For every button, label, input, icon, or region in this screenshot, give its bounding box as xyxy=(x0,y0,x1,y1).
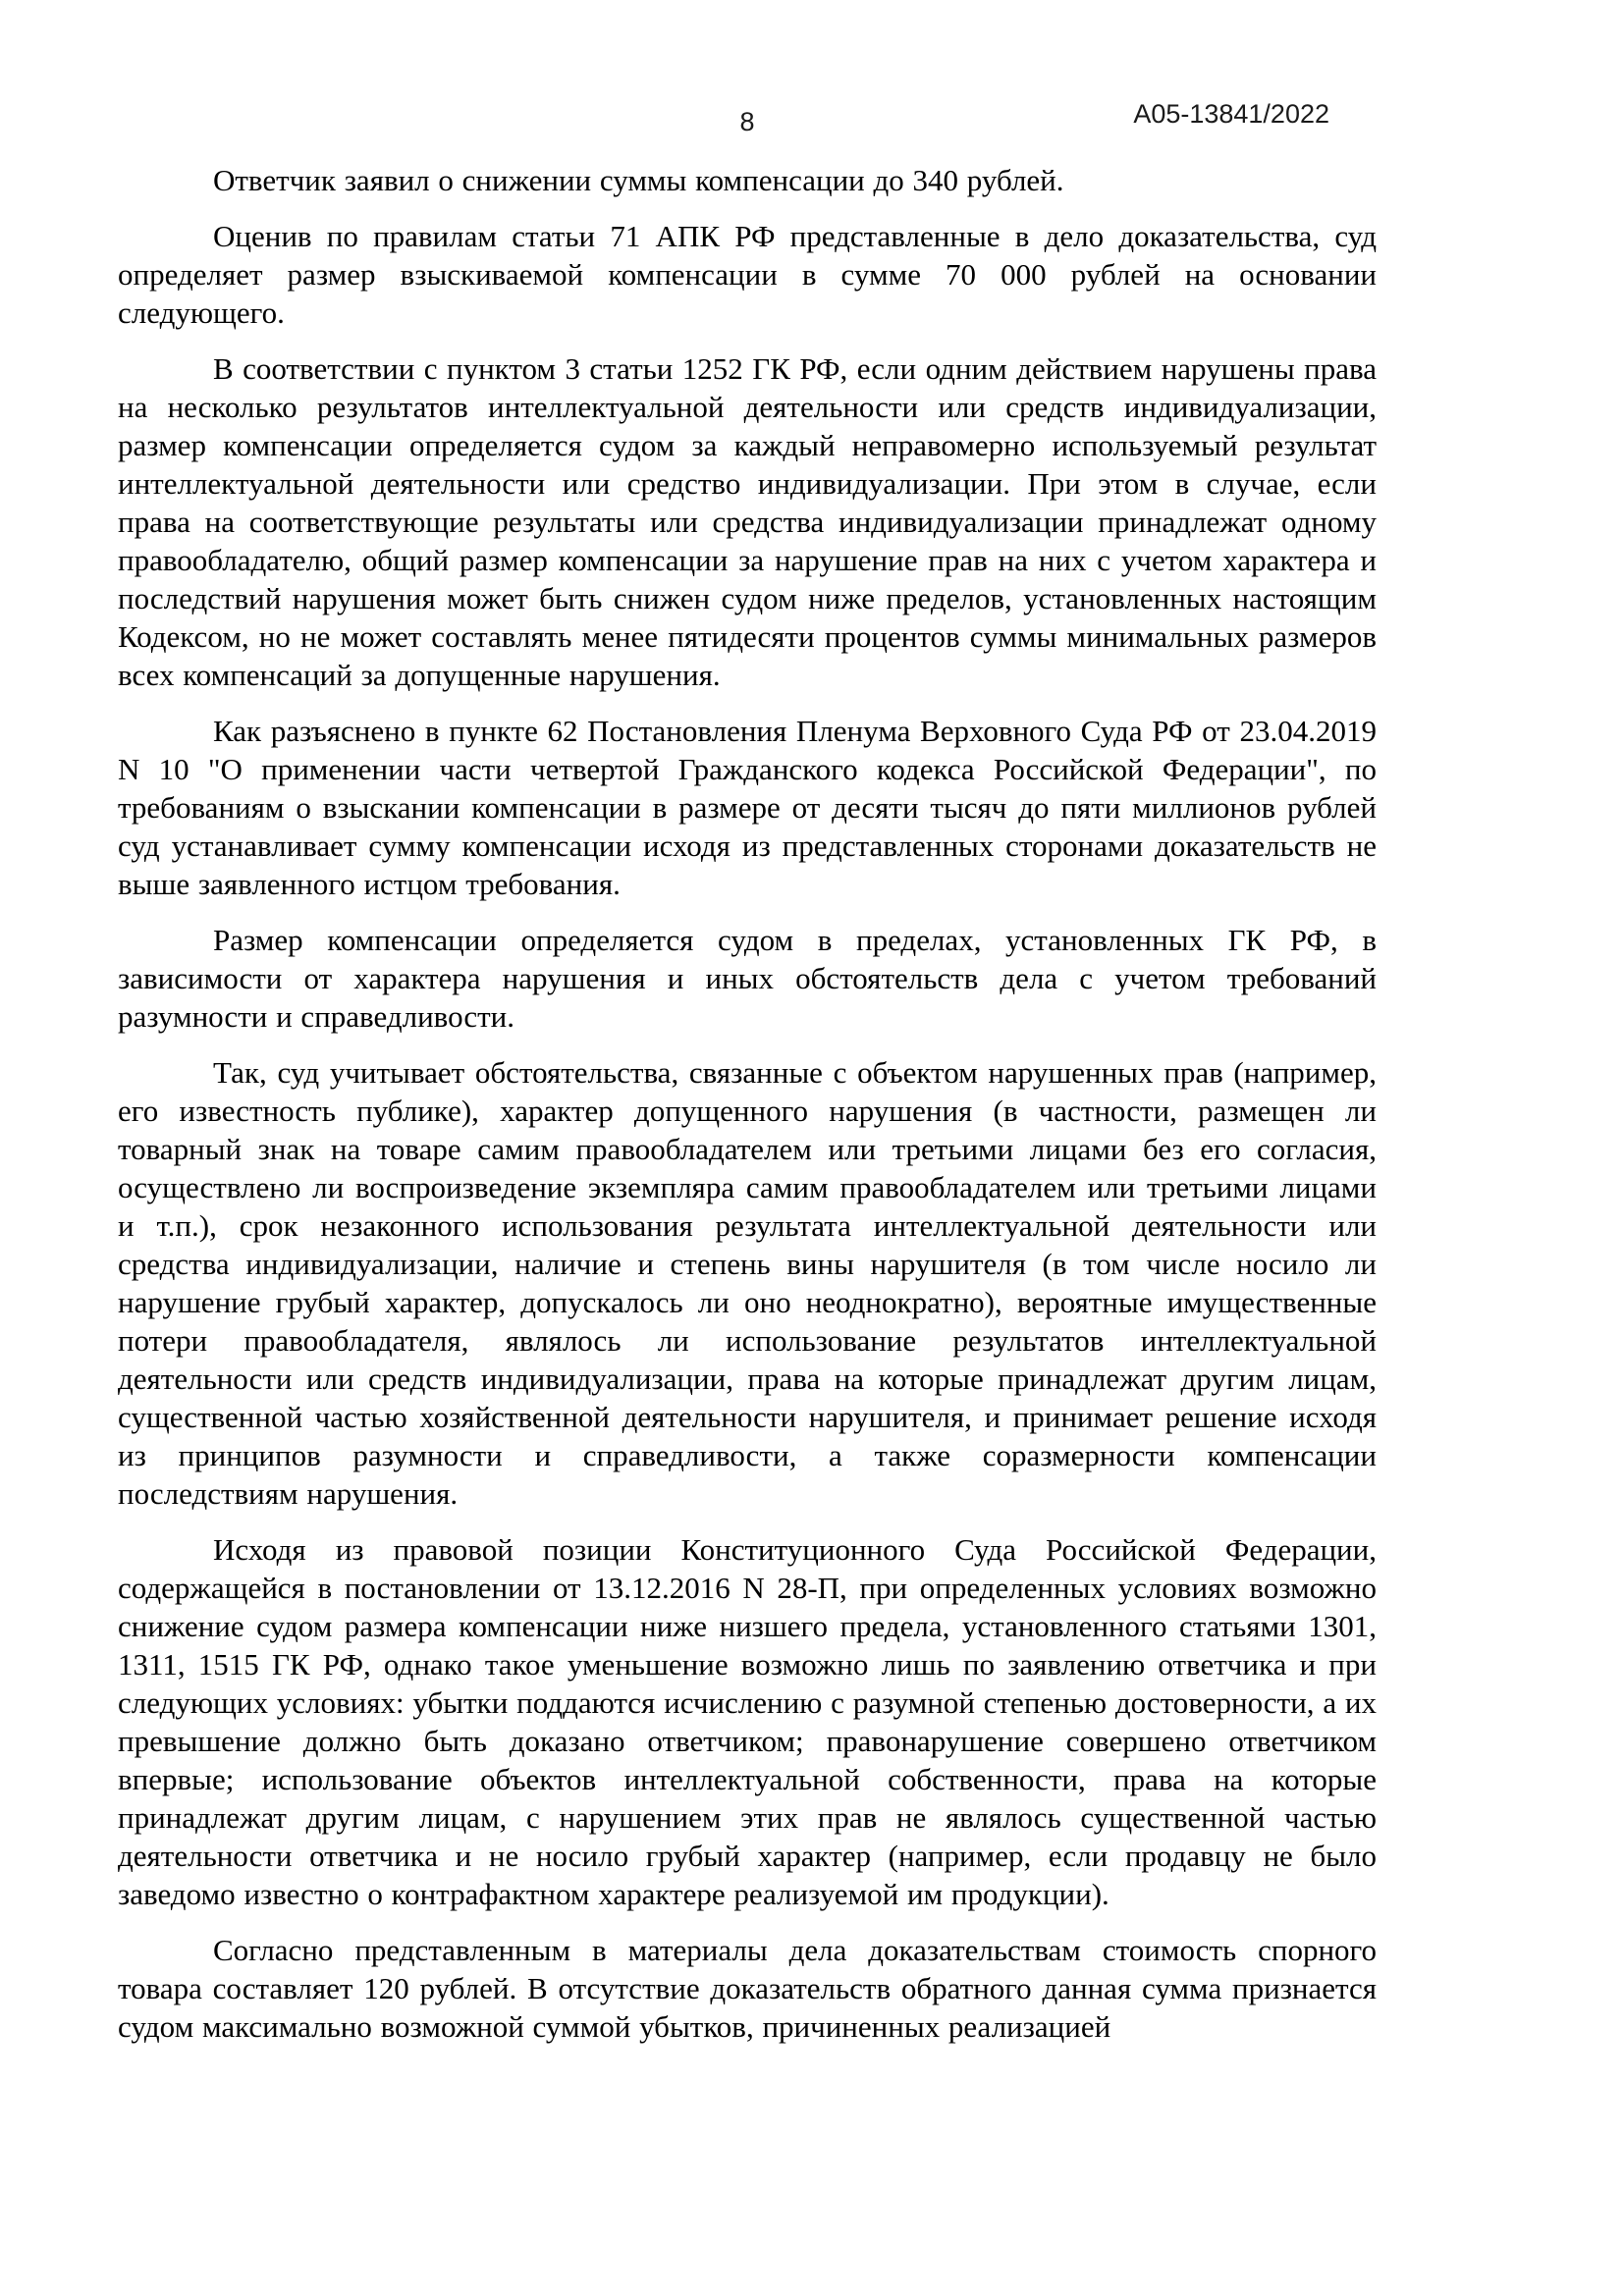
paragraph-defendant-claim: Ответчик заявил о снижении суммы компенсации до 340 рублей. xyxy=(213,163,1064,197)
paragraph-plenum-62: Как разъяснено в пункте 62 Постановления Пленума Верховного Суда РФ от 23.04.2019 N 10 "О применении части четвертой Гражданского кодекса Российской Федерации", по требованиям о взыскании компенсации в размере от десяти тысяч до пяти миллионов рублей суд устанавливает сумму компенсации исходя из представленных сторонами доказательств не выше заявленного истцом требования. xyxy=(118,714,1377,901)
paragraph-court-considerations: Так, суд учитывает обстоятельства, связанные с объектом нарушенных прав (например, его известность публике), характер допущенного нарушения (в частности, размещен ли товарный знак на товаре самим правообладателем или третьими лицами без его согласия, осуществлено ли воспроизведение экземпляра самим правообладателем или третьими лицами и т.п.), срок незаконного использования результата интеллектуальной деятельности или средства индивидуализации, наличие и степень вины нарушителя (в том числе носило ли нарушение грубый характер, допускалось ли оно неоднократно), вероятные имущественные потери правообладателя, являлось ли использование результатов интеллектуальной деятельности или средств индивидуализации, права на которые принадлежат другим лицам, существенной частью хозяйственной деятельности нарушителя, и принимает решение исходя из принципов разумности и справедливости, а также соразмерности компенсации последствиям нарушения. xyxy=(118,1055,1377,1511)
page-header xyxy=(118,0,1377,137)
paragraph-gk-1252: В соответствии с пунктом 3 статьи 1252 ГК РФ, если одним действием нарушены права на несколько результатов интеллектуальной деятельности или средств индивидуализации, размер компенсации определяется судом за каждый неправомерно используемый результат интеллектуальной деятельности или средство индивидуализации. При этом в случае, если права на соответствующие результаты или средства индивидуализации принадлежат одному правообладателю, общий размер компенсации за нарушение прав на них с учетом характера и последствий нарушения может быть снижен судом ниже пределов, установленных настоящим Кодексом, но не может составлять менее пятидесяти процентов суммы минимальных размеров всех компенсаций за допущенные нарушения. xyxy=(118,351,1377,692)
document-body xyxy=(118,161,1377,2046)
paragraph-compensation-limits: Размер компенсации определяется судом в пределах, установленных ГК РФ, в зависимости от характера нарушения и иных обстоятельств дела с учетом требований разумности и справедливости. xyxy=(118,923,1377,1034)
paragraph-court-assessment: Оценив по правилам статьи 71 АПК РФ представленные в дело доказательства, суд определяет размер взыскиваемой компенсации в сумме 70 000 рублей на основании следующего. xyxy=(118,219,1377,330)
page-content xyxy=(118,0,1377,2046)
paragraph-constitutional-court: Исходя из правовой позиции Конституционного Суда Российской Федерации, содержащейся в постановлении от 13.12.2016 N 28-П, при определенных условиях возможно снижение судом размера компенсации ниже низшего предела, установленного статьями 1301, 1311, 1515 ГК РФ, однако такое уменьшение возможно лишь по заявлению ответчика и при следующих условиях: убытки поддаются исчислению с разумной степенью достоверности, а их превышение должно быть доказано ответчиком; правонарушение совершено ответчиком впервые; использование объектов интеллектуальной собственности, права на которые принадлежат другим лицам, с нарушением этих прав не являлось существенной частью деятельности ответчика и не носило грубый характер (например, если продавцу не было заведомо известно о контрафактном характере реализуемой им продукции). xyxy=(118,1532,1377,1911)
paragraph-goods-cost: Согласно представленным в материалы дела доказательствам стоимость спорного товара составляет 120 рублей. В отсутствие доказательств обратного данная сумма признается судом максимально возможной суммой убытков, причиненных реализацией xyxy=(118,1933,1377,2044)
case-number: A05-13841/2022 xyxy=(1133,99,1329,129)
page-number: 8 xyxy=(739,107,755,136)
